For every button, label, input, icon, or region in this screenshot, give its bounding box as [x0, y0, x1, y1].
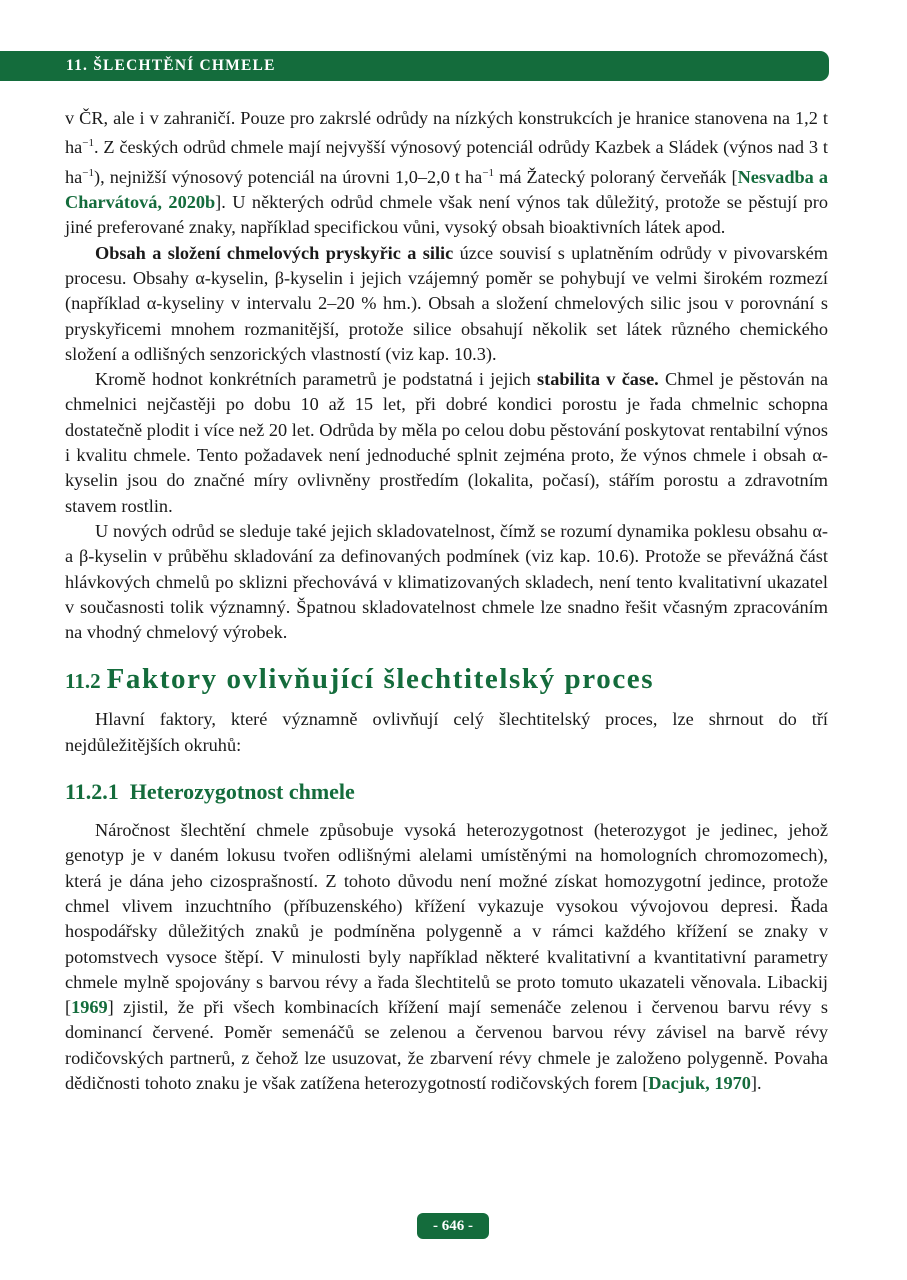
- text-run: . Z českých odrůd chmele mají nejvyšší výnosový potenciál odrůdy Kazbek a Sládek (výnos nad 3 t ha: [65, 137, 828, 187]
- section-number: 11.2: [65, 669, 101, 694]
- chapter-header-bar: [0, 51, 829, 81]
- citation-link[interactable]: 1969: [71, 997, 108, 1018]
- page-content: [65, 106, 828, 1096]
- subsection-heading-11-2-1: [65, 778, 828, 806]
- text-run: ), nejnižší výnosový potenciál na úrovni 1,0–2,0 t ha: [93, 166, 483, 187]
- subsection-number: 11.2.1: [65, 779, 119, 805]
- subsection-title: Heterozygotnost chmele: [129, 779, 355, 805]
- paragraph-storability: U nových odrůd se sleduje také jejich skladovatelnost, čímž se rozumí dynamika poklesu obsahu α- a β-kyselin v průběhu skladování za definovaných podmínek (viz kap. 10.6). Protože se převážná část hlávkových chmelů po sklizni přechovává v klimatizovaných skladech, není tento kvalitativní ukazatel v současnosti tolik významný. Špatnou skladovatelnost chmele lze snadno řešit včasným zpracováním na vhodný chmelový výrobek.: [65, 520, 828, 643]
- section-intro: Hlavní faktory, které významně ovlivňují celý šlechtitelský proces, lze shrnout do tří nejdůležitějších okruhů:: [65, 709, 828, 755]
- section-heading-11-2: [65, 662, 828, 698]
- page-number-badge: - 646 -: [417, 1213, 489, 1239]
- superscript: −1: [82, 137, 94, 150]
- text-run: ].: [750, 1072, 762, 1093]
- paragraph-yield: [65, 106, 828, 241]
- bold-term: Obsah a složení chmelových pryskyřic a silic: [95, 242, 454, 263]
- chapter-title: 11. ŠLECHTĚNÍ CHMELE: [66, 57, 276, 74]
- paragraph-resins: [65, 241, 828, 367]
- bold-term: stabilita v čase.: [537, 369, 659, 390]
- text-run: má Žatecký poloraný červeňák [: [494, 166, 738, 187]
- text-run: v ČR, ale i v zahraničí. Pouze pro zakrslé odrůdy na nízkých konstrukcích je hranice stanovena na 1,2 t ha: [65, 108, 828, 158]
- citation-link[interactable]: Nesvadba a Charvátová, 2020b: [65, 166, 829, 213]
- text-run: úzce souvisí s uplatněním odrůdy v pivovarském procesu. Obsahy α-kyselin, β-kyselin i jejich vzájemný poměr se pohybují ve velmi širokém rozmezí (například α-kyseliny v intervalu 2–20 % hm.). Obsah a složení chmelových silic jsou v porovnání s pryskyřicemi mnohem rozmanitější, protože silice obsahují několik set látek různého chemického složení a odlišných senzorických vlastností (viz kap. 10.3).: [65, 242, 829, 364]
- section-title: Faktory ovlivňující šlechtitelský proces: [106, 663, 655, 696]
- text-run: Náročnost šlechtění chmele způsobuje vysoká heterozygotnost (heterozygot je jedinec, jehož genotyp je v daném lokusu tvořen odlišnými alelami umístěnými na homologních chromozomech), která je dána jeho cizosprašností. Z tohoto důvodu není možné získat homozygotní jedince, protože chmel vlivem inzuchtního (příbuzenského) křížení vykazuje vysokou vývojovou depresi. Řada hospodářsky důležitých znaků je podmíněna polygenně a v rámci každého křížení se znaky v potomstvech vysoce štěpí. V minulosti byly například některé kvalitativní a kvantitativní parametry chmele mylně spojovány s barvou révy a řada šlechtitelů se proto tomuto ukazateli věnovala. Libackij [: [65, 820, 828, 1018]
- text-run: ]. U některých odrůd chmele však není výnos tak důležitý, protože se pěstují pro jiné preferované znaky, například specifickou vůni, vysoký obsah bioaktivních látek apod.: [65, 192, 828, 238]
- superscript: −1: [82, 166, 94, 179]
- text-run: ] zjistil, že při všech kombinacích křížení mají semenáče zelenou i červenou barvu révy s dominancí červené. Poměr semenáčů se zelenou a červenou barvou révy závisel na barvě révy rodičovských partnerů, z čehož lze usuzovat, že zbarvení révy chmele je založeno polygenně. Povaha dědičnosti tohoto znaku je však zatížena heterozygotností rodičovských forem [: [65, 997, 828, 1093]
- paragraph-heterozygosity: [65, 818, 828, 1096]
- text-run: Chmel je pěstován na chmelnici nejčastěji po dobu 10 až 15 let, při dobré kondici porostu je řada chmelnic schopna dostatečně plodit i více než 20 let. Odrůda by měla po celou dobu pěstování poskytovat rentabilní výnos i kvalitu chmele. Tento požadavek není jednoduché splnit zejména proto, že výnos chmele i obsah α-kyselin jsou do značné míry ovlivněny prostředím (lokalita, počasí), stářím porostu a zdravotním stavem rostlin.: [65, 369, 829, 516]
- citation-link[interactable]: Dacjuk, 1970: [648, 1072, 751, 1093]
- superscript: −1: [482, 166, 495, 179]
- text-run: Kromě hodnot konkrétních parametrů je podstatná i jejich: [95, 369, 538, 390]
- paragraph-stability: [65, 367, 828, 519]
